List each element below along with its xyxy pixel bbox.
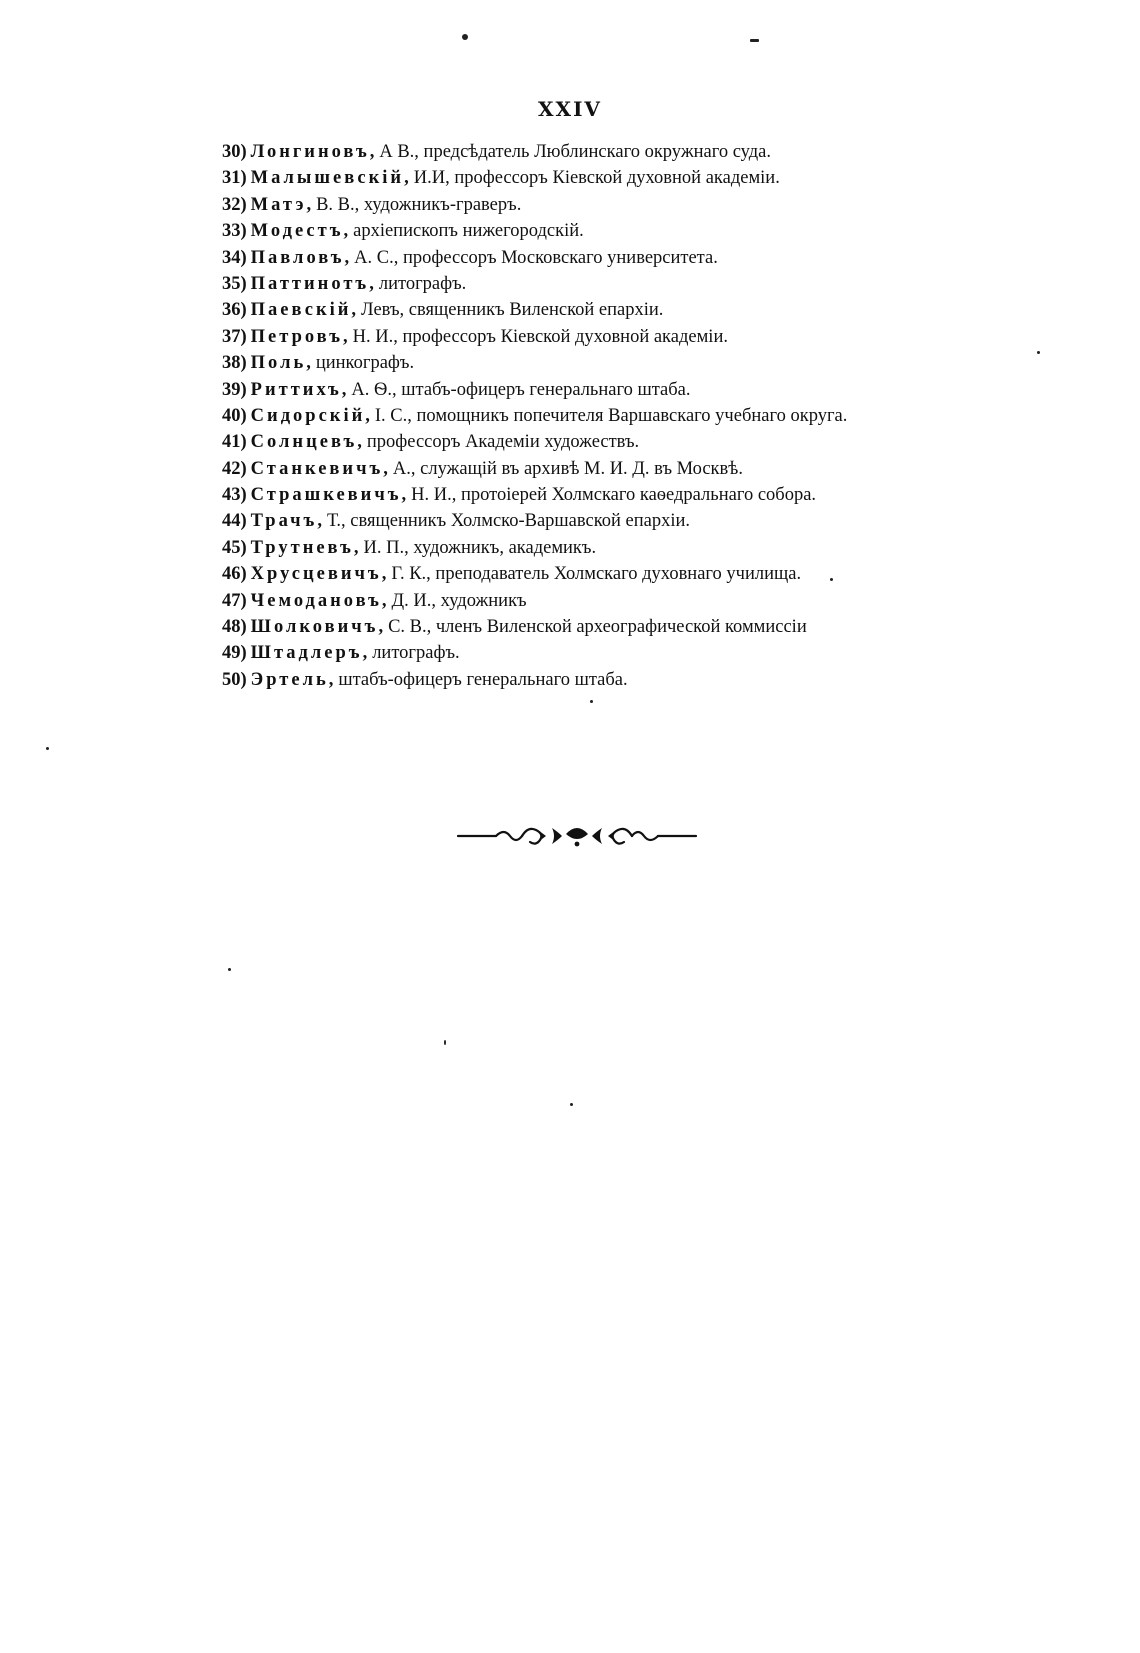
list-item (222, 535, 1102, 561)
ink-speck (444, 1040, 446, 1045)
entry-number: 31) (222, 168, 247, 189)
ink-speck (462, 34, 468, 40)
list-item (222, 245, 1102, 271)
entry-number: 41) (222, 432, 247, 453)
entry-description: И.И, профессоръ Кіевской духовной академіи. (413, 168, 780, 189)
ink-speck (590, 700, 593, 703)
entry-number: 43) (222, 485, 247, 506)
list-item (222, 139, 1102, 165)
entry-number: 33) (222, 221, 247, 242)
entry-name: Трачъ, (250, 511, 325, 532)
entry-description: А., служащій въ архивѣ М. И. Д. въ Москвѣ. (392, 458, 743, 479)
list-item (222, 482, 1102, 508)
list-item (222, 350, 1102, 376)
entry-number: 32) (222, 194, 247, 215)
entry-name: Модестъ, (250, 221, 352, 242)
ink-speck (228, 968, 231, 971)
entry-description: С. В., членъ Виленской археографической коммиссіи (388, 617, 807, 638)
list-item (222, 192, 1102, 218)
entries-list (222, 139, 1102, 693)
entry-name: Станкевичъ, (250, 458, 391, 479)
entry-name: Петровъ, (250, 326, 351, 347)
entry-name: Хрусцевичъ, (250, 564, 390, 585)
entry-description: А В., предсѣдатель Люблинскаго окружнаго суда. (379, 142, 772, 162)
entry-description: І. С., помощникъ попечителя Варшавскаго учебнаго округа. (374, 405, 848, 426)
entry-number: 38) (222, 353, 247, 374)
entry-description: Т., священникъ Холмско-Варшавской епархіи. (326, 511, 691, 532)
entry-name: Штадлеръ, (250, 643, 371, 664)
entry-description: литографъ. (372, 643, 460, 664)
entry-number: 37) (222, 326, 247, 347)
ink-speck (830, 578, 833, 581)
entry-description: Г. К., преподаватель Холмскаго духовнаго училища. (391, 564, 802, 585)
entry-name: Солнцевъ, (250, 432, 365, 453)
entry-name: Сидорскій, (250, 405, 373, 426)
entry-name: Трутневъ, (250, 537, 362, 558)
list-item (222, 588, 1102, 614)
entry-number: 46) (222, 564, 247, 585)
entry-number: 35) (222, 273, 247, 294)
list-item (222, 640, 1102, 666)
list-item (222, 561, 1102, 587)
entry-number: 44) (222, 511, 247, 532)
list-item (222, 324, 1102, 350)
entry-number: 42) (222, 458, 247, 479)
list-item (222, 218, 1102, 244)
entry-name: Малышевскій, (250, 168, 412, 189)
entry-name: Чемодановъ, (250, 590, 390, 611)
entry-description: И. П., художникъ, академикъ. (363, 537, 597, 558)
entry-description: цинкографъ. (315, 353, 415, 374)
ink-speck (1037, 351, 1040, 354)
entry-description: Д. И., художникъ (391, 590, 527, 611)
entry-name: Страшкевичъ, (250, 485, 410, 506)
list-item (222, 508, 1102, 534)
entry-description: А. Ѳ., штабъ-офицеръ генеральнаго штаба. (351, 379, 691, 400)
entry-description: Н. И., протоіерей Холмскаго каѳедральнаго собора. (411, 485, 817, 506)
entry-number: 40) (222, 405, 247, 426)
entry-description: Н. И., профессоръ Кіевской духовной академіи. (352, 326, 728, 347)
entry-name: Риттихъ, (250, 379, 350, 400)
decorative-flourish-icon (456, 820, 698, 852)
entry-number: 48) (222, 617, 247, 638)
entry-name: Шолковичъ, (250, 617, 387, 638)
list-item (222, 403, 1102, 429)
ink-speck (570, 1103, 573, 1106)
list-item (222, 614, 1102, 640)
entry-name: Павловъ, (250, 247, 353, 268)
entry-number: 36) (222, 300, 247, 321)
list-item (222, 271, 1102, 297)
list-item (222, 456, 1102, 482)
entry-name: Эртель, (250, 669, 337, 690)
entry-description: архіепископъ нижегородскій. (353, 221, 584, 242)
entry-description: Левъ, священникъ Виленской епархіи. (361, 300, 664, 321)
entry-description: штабъ-офицеръ генеральнаго штаба. (338, 669, 628, 690)
entry-number: 45) (222, 537, 247, 558)
entry-description: профессоръ Академіи художествъ. (366, 432, 640, 453)
list-item (222, 667, 1102, 693)
entry-number: 34) (222, 247, 247, 268)
entry-number: 49) (222, 643, 247, 664)
entry-name: Поль, (250, 353, 314, 374)
entry-name: Паевскій, (250, 300, 360, 321)
ink-speck (46, 747, 49, 750)
entry-number: 47) (222, 590, 247, 611)
list-item (222, 429, 1102, 455)
entry-number: 30) (222, 142, 247, 162)
entry-description: В. В., художникъ-граверъ. (316, 194, 522, 215)
entry-number: 50) (222, 669, 247, 690)
entry-description: А. С., профессоръ Московскаго университета. (354, 247, 718, 268)
entry-name: Матэ, (250, 194, 315, 215)
list-item (222, 297, 1102, 323)
ink-speck (750, 39, 759, 42)
page-number: XXIV (538, 97, 602, 121)
entry-name: Лонгиновъ, (250, 142, 378, 162)
entry-name: Паттинотъ, (250, 273, 377, 294)
entry-number: 39) (222, 379, 247, 400)
list-item (222, 377, 1102, 403)
entry-description: литографъ. (378, 273, 467, 294)
list-item (222, 165, 1102, 191)
